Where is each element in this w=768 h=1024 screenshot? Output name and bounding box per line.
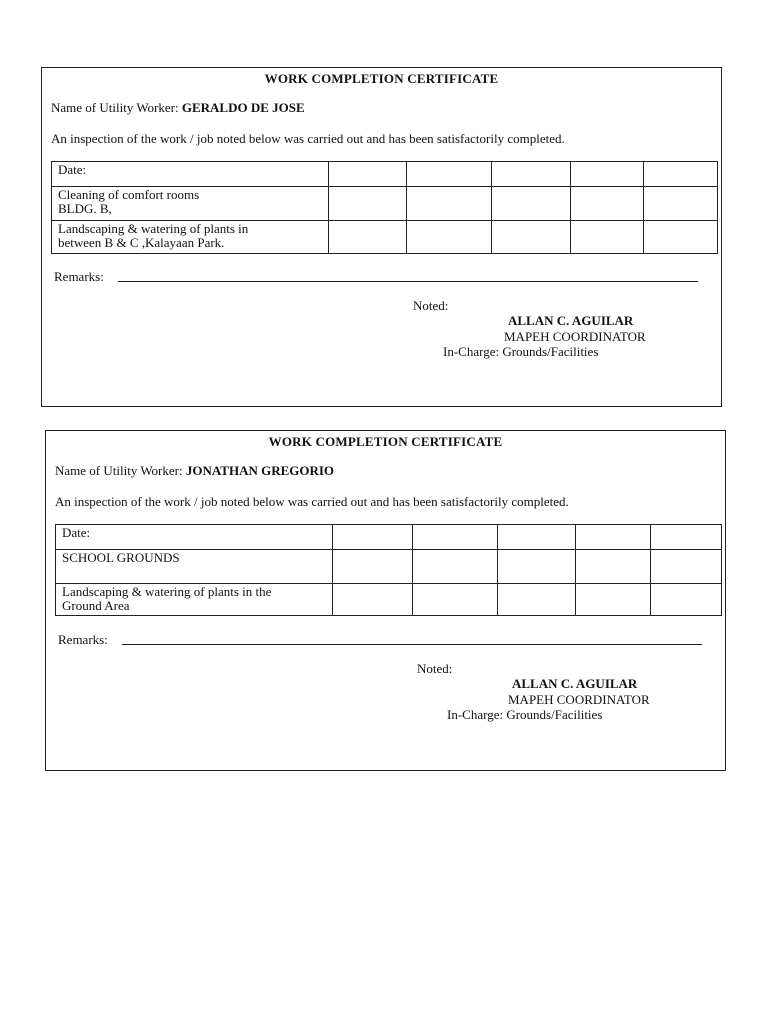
task-row [52, 221, 718, 254]
remarks-line [122, 644, 702, 645]
worker-name: GERALDO DE JOSE [181, 100, 305, 115]
date-cell [498, 525, 576, 550]
worker-label: Name of Utility Worker: [51, 100, 179, 115]
check-cell [651, 584, 722, 616]
worker-label: Name of Utility Worker: [55, 463, 183, 478]
check-cell [651, 550, 722, 584]
task-line: Landscaping & watering of plants in the [62, 584, 272, 599]
date-cell [651, 525, 722, 550]
check-cell [576, 550, 651, 584]
noted-label: Noted: [413, 298, 449, 313]
task-row [52, 187, 718, 221]
date-cell [407, 162, 492, 187]
check-cell [329, 187, 407, 221]
check-cell [492, 221, 571, 254]
task-line: between B & C ,Kalayaan Park. [58, 235, 225, 250]
task-line: Landscaping & watering of plants in [58, 221, 249, 236]
check-cell [407, 221, 492, 254]
check-cell [644, 221, 718, 254]
task-row [56, 584, 722, 616]
task-line: BLDG. B, [58, 201, 112, 216]
work-table [51, 161, 718, 254]
signer-name: ALLAN C. AGUILAR [512, 676, 638, 691]
noted-label: Noted: [417, 661, 453, 676]
signer-charge: In-Charge: Grounds/Facilities [447, 707, 603, 722]
task-line: Ground Area [62, 598, 130, 613]
remarks-label: Remarks: [54, 269, 104, 284]
remarks-line [118, 281, 698, 282]
check-cell [329, 221, 407, 254]
date-row [56, 525, 722, 550]
check-cell [333, 550, 413, 584]
check-cell [333, 584, 413, 616]
date-label: Date: [52, 162, 329, 187]
check-cell [571, 187, 644, 221]
certificate-title: WORK COMPLETION CERTIFICATE [264, 71, 499, 86]
date-cell [571, 162, 644, 187]
signer-role: MAPEH COORDINATOR [504, 329, 646, 344]
check-cell [498, 550, 576, 584]
task-description [56, 584, 333, 616]
signer-role: MAPEH COORDINATOR [508, 692, 650, 707]
check-cell [407, 187, 492, 221]
date-cell [413, 525, 498, 550]
task-line: SCHOOL GROUNDS [62, 550, 180, 565]
task-description [56, 550, 333, 584]
task-description [52, 187, 329, 221]
date-label: Date: [56, 525, 333, 550]
signer-charge: In-Charge: Grounds/Facilities [443, 344, 599, 359]
task-row [56, 550, 722, 584]
date-cell [333, 525, 413, 550]
check-cell [571, 221, 644, 254]
worker-line [55, 463, 334, 478]
worker-name: JONATHAN GREGORIO [185, 463, 335, 478]
remarks-label: Remarks: [58, 632, 108, 647]
inspection-statement: An inspection of the work / job noted below was carried out and has been satisfactorily completed. [51, 131, 565, 146]
certificate-title: WORK COMPLETION CERTIFICATE [268, 434, 503, 449]
check-cell [413, 584, 498, 616]
check-cell [492, 187, 571, 221]
signer-name: ALLAN C. AGUILAR [508, 313, 634, 328]
check-cell [498, 584, 576, 616]
work-table [55, 524, 722, 616]
check-cell [576, 584, 651, 616]
date-cell [644, 162, 718, 187]
check-cell [413, 550, 498, 584]
inspection-statement: An inspection of the work / job noted below was carried out and has been satisfactorily completed. [55, 494, 569, 509]
check-cell [644, 187, 718, 221]
date-cell [492, 162, 571, 187]
work-completion-certificate [41, 67, 722, 407]
work-completion-certificate [45, 430, 726, 771]
date-cell [576, 525, 651, 550]
worker-line [51, 100, 305, 115]
date-cell [329, 162, 407, 187]
task-description [52, 221, 329, 254]
date-row [52, 162, 718, 187]
task-line: Cleaning of comfort rooms [58, 187, 200, 202]
